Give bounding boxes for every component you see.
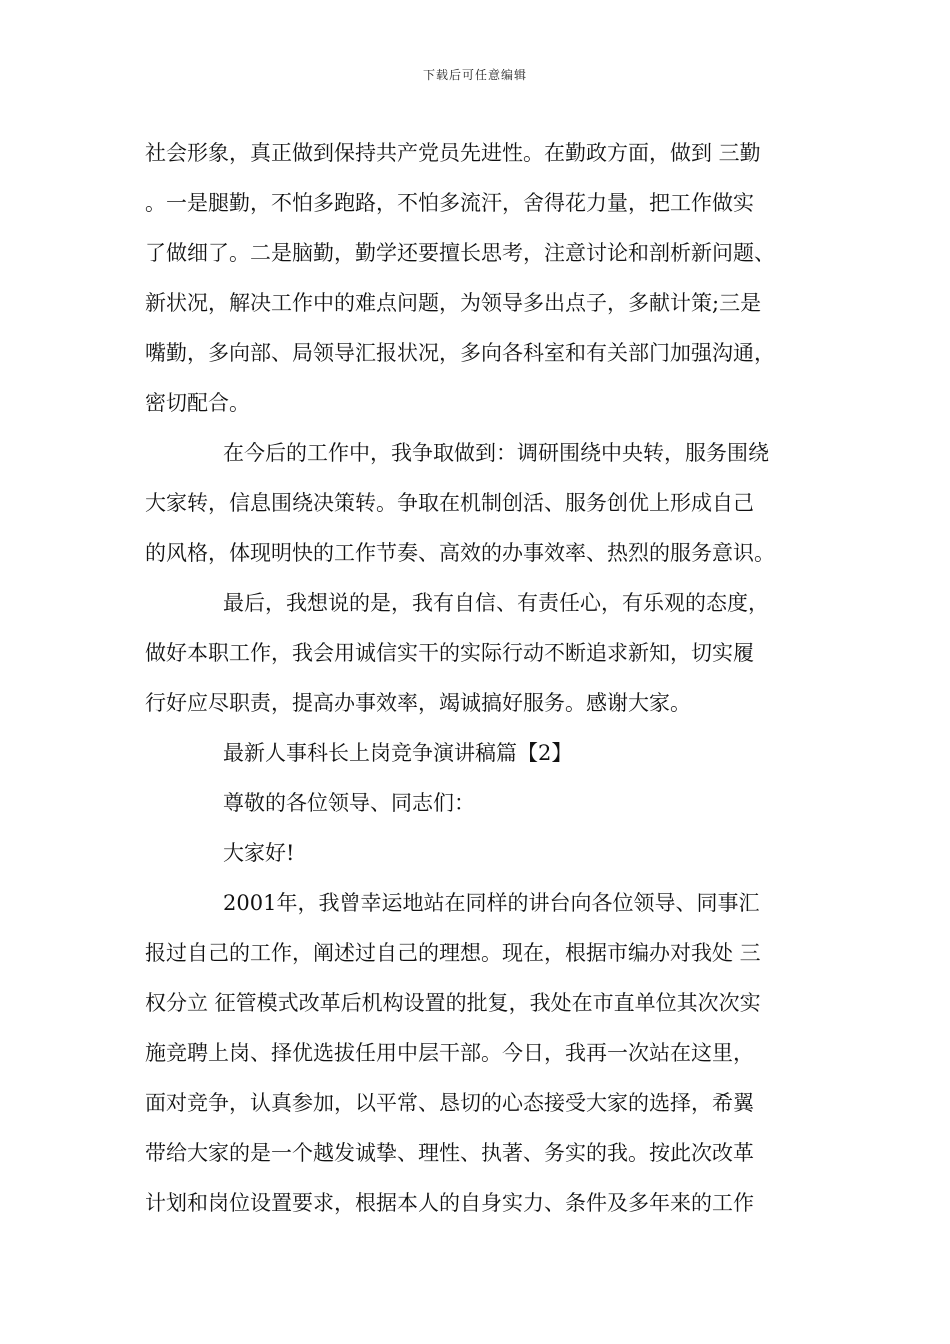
paragraph-start-line: 2001年，我曾幸运地站在同样的讲台向各位领导、同事汇 (223, 891, 760, 915)
text-line: 。一是腿勤，不怕多跑路，不怕多流汗，舍得花力量，把工作做实 (145, 191, 754, 215)
section-title: 最新人事科长上岗竞争演讲稿篇【2】 (223, 741, 573, 765)
greeting: 大家好! (223, 841, 295, 865)
text-line: 面对竞争，认真参加，以平常、恳切的心态接受大家的选择，希翼 (145, 1091, 754, 1115)
text-line: 社会形象，真正做到保持共产党员先进性。在勤政方面，做到 三勤 (145, 141, 761, 165)
text-line: 施竞聘上岗、择优选拔任用中层干部。今日，我再一次站在这里， (145, 1041, 754, 1065)
text-line: 嘴勤，多向部、局领导汇报状况，多向各科室和有关部门加强沟通， (145, 341, 775, 365)
text-line: 计划和岗位设置要求，根据本人的自身实力、条件及多年来的工作 (145, 1191, 754, 1215)
text-line: 了做细了。二是脑勤，勤学还要擅长思考，注意讨论和剖析新问题、 (145, 241, 775, 265)
text-line: 带给大家的是一个越发诚挚、理性、执著、务实的我。按此次改革 (145, 1141, 754, 1165)
paragraph-start-line: 在今后的工作中，我争取做到：调研围绕中央转，服务围绕 (223, 441, 769, 465)
text-line: 密切配合。 (145, 391, 250, 415)
text-line: 行好应尽职责，提高办事效率，竭诚搞好服务。感谢大家。 (145, 691, 691, 715)
text-line: 做好本职工作，我会用诚信实干的实际行动不断追求新知，切实履 (145, 641, 754, 665)
paragraph-start-line: 最后，我想说的是，我有自信、有责任心，有乐观的态度， (223, 591, 769, 615)
salutation: 尊敬的各位领导、同志们： (223, 791, 475, 815)
page-header: 下载后可任意编辑 (422, 68, 527, 82)
text-line: 的风格，体现明快的工作节奏、高效的办事效率、热烈的服务意识。 (145, 541, 775, 565)
text-line: 权分立 征管模式改革后机构设置的批复，我处在市直单位其次次实 (145, 991, 761, 1015)
text-line: 报过自己的工作，阐述过自己的理想。现在，根据市编办对我处 三 (145, 941, 761, 965)
text-line: 大家转，信息围绕决策转。争取在机制创活、服务创优上形成自己 (145, 491, 754, 515)
text-line: 新状况，解决工作中的难点问题，为领导多出点子，多献计策;三是 (145, 291, 762, 315)
document-body (145, 128, 805, 1228)
